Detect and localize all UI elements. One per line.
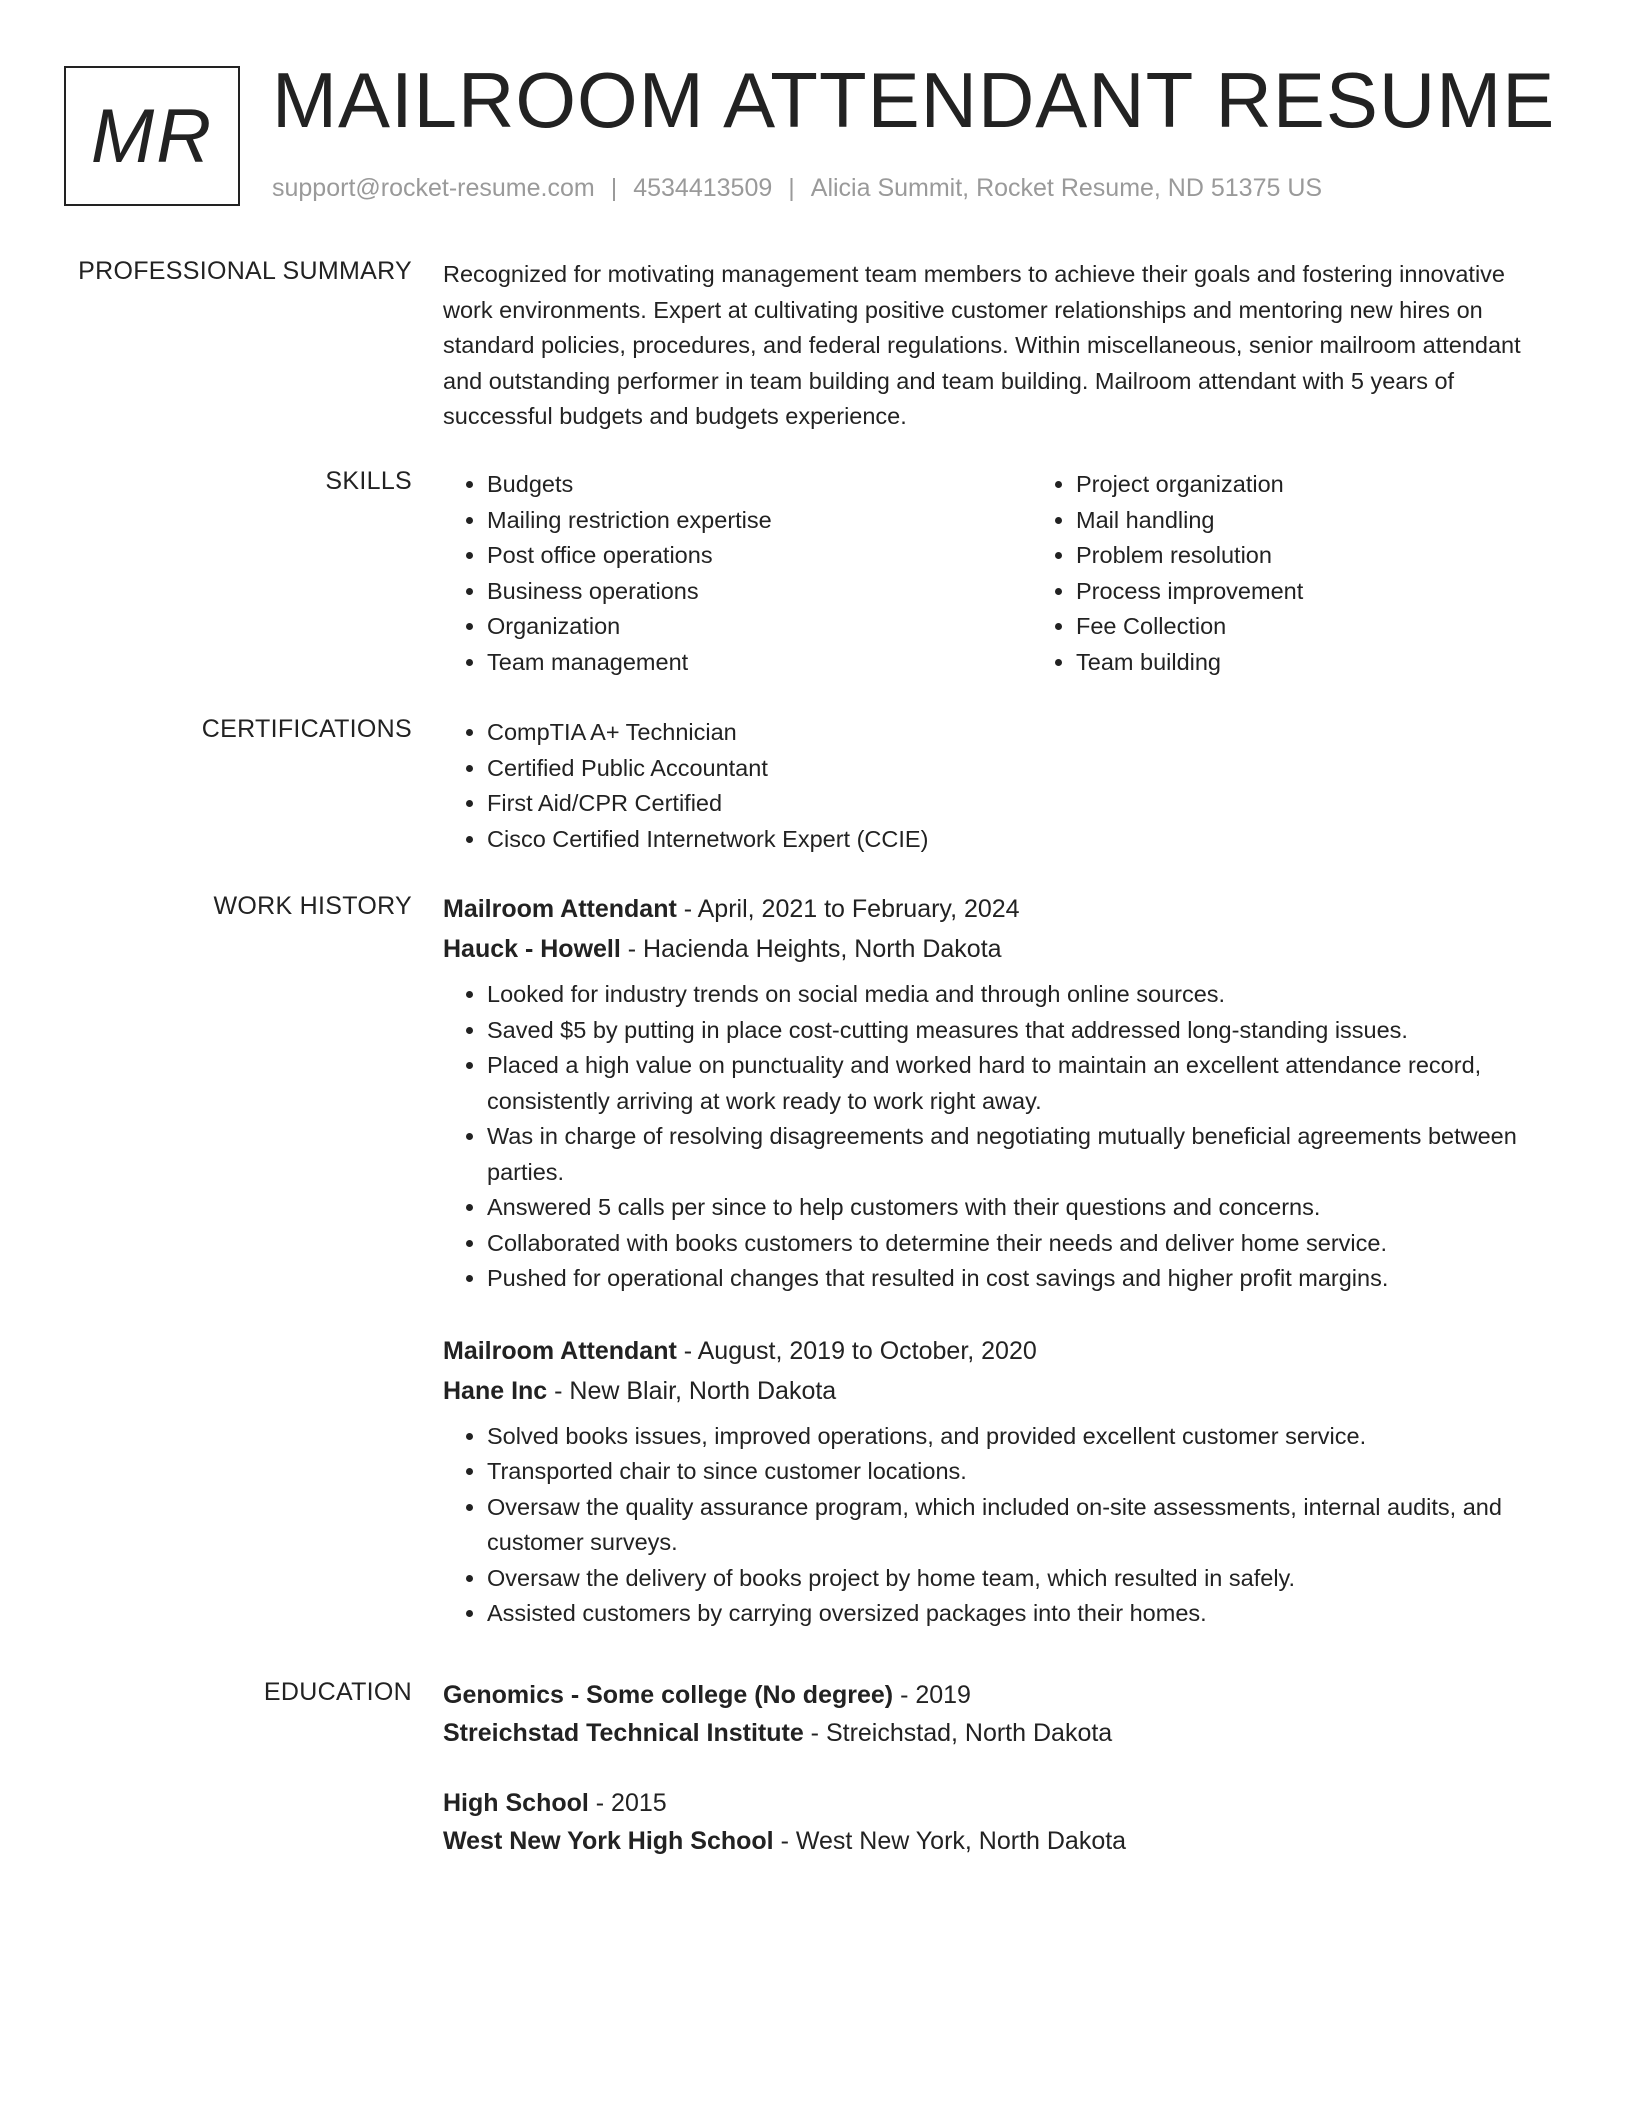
skills-list-left xyxy=(443,467,1032,680)
job-title-line xyxy=(443,1331,1553,1371)
education-entry xyxy=(443,1676,1553,1752)
education-school: West New York High School xyxy=(443,1827,774,1855)
resume-title: MAILROOM ATTENDANT RESUME xyxy=(272,56,1556,144)
section-label-work-history: WORK HISTORY xyxy=(213,892,412,920)
section-label-summary: PROFESSIONAL SUMMARY xyxy=(78,257,412,285)
certifications-list xyxy=(443,715,1553,857)
summary-body xyxy=(443,257,1553,435)
education-degree-line xyxy=(443,1676,1553,1714)
job-bullets xyxy=(443,1419,1553,1632)
education-year: - 2015 xyxy=(588,1789,667,1817)
skills-list-right xyxy=(1032,467,1621,680)
job-company: Hauck - Howell xyxy=(443,935,621,963)
section-label-skills: SKILLS xyxy=(325,467,412,495)
contact-separator: | xyxy=(610,174,618,202)
job-location: - Hacienda Heights, North Dakota xyxy=(620,935,1002,963)
section-label-education: EDUCATION xyxy=(263,1678,412,1706)
education-entry xyxy=(443,1784,1553,1860)
job-bullet: • Answered 5 calls per since to help customers with their questions and concerns. xyxy=(487,1190,1553,1226)
skill-item: • Process improvement xyxy=(1076,574,1621,610)
education-degree: High School xyxy=(443,1789,589,1817)
education-location: - West New York, North Dakota xyxy=(773,1827,1127,1855)
job-bullets xyxy=(443,977,1553,1297)
job-title-line xyxy=(443,889,1553,929)
job-bullet: • Collaborated with books customers to determine their needs and deliver home service. xyxy=(487,1226,1553,1262)
job-bullet: • Pushed for operational changes that resulted in cost savings and higher profit margins. xyxy=(487,1261,1553,1297)
skill-item: • Organization xyxy=(487,609,1032,645)
education-school-line xyxy=(443,1822,1553,1860)
education-degree: Genomics - Some college (No degree) xyxy=(443,1681,894,1709)
education-year: - 2019 xyxy=(893,1681,971,1709)
job-bullet: • Saved $5 by putting in place cost-cutting measures that addressed long-standing issues. xyxy=(487,1013,1553,1049)
certifications-body xyxy=(443,715,1553,857)
contact-address: Alicia Summit, Rocket Resume, ND 51375 US xyxy=(810,174,1323,202)
skill-item: • Post office operations xyxy=(487,538,1032,574)
skill-item: • Mailing restriction expertise xyxy=(487,503,1032,539)
skill-item: • Team management xyxy=(487,645,1032,681)
education-degree-line xyxy=(443,1784,1553,1822)
summary-text: Recognized for motivating management team members to achieve their goals and fostering innovative work environments. Expert at cultivating positive customer relationships and mentoring new hires on standard policies, procedures, and federal regulations. Within miscellaneous, senior mailroom attendant and outstanding performer in team building and team building. Mailroom attendant with 5 years of successful budgets and budgets experience. xyxy=(443,261,1521,429)
job-bullet: • Placed a high value on punctuality and worked hard to maintain an excellent attendance record, consistently arriving at work ready to work right away. xyxy=(487,1048,1553,1119)
work-history-body xyxy=(443,889,1553,1654)
education-school: Streichstad Technical Institute xyxy=(443,1719,804,1747)
contact-line xyxy=(272,174,1322,203)
job-entry xyxy=(443,1331,1553,1632)
job-entry xyxy=(443,889,1553,1297)
certification-item: • CompTIA A+ Technician xyxy=(487,715,1553,751)
job-company-line xyxy=(443,1371,1553,1411)
certification-item: • First Aid/CPR Certified xyxy=(487,786,1553,822)
skill-item: • Fee Collection xyxy=(1076,609,1621,645)
skill-item: • Business operations xyxy=(487,574,1032,610)
contact-phone[interactable]: 4534413509 xyxy=(633,174,773,202)
job-location: - New Blair, North Dakota xyxy=(547,1376,837,1405)
skill-item: • Budgets xyxy=(487,467,1032,503)
job-bullet: • Transported chair to since customer locations. xyxy=(487,1454,1553,1490)
job-bullet: • Oversaw the quality assurance program, which included on-site assessments, internal audits, and customer surveys. xyxy=(487,1490,1553,1561)
job-title: Mailroom Attendant xyxy=(443,1336,677,1365)
job-dates: - August, 2019 to October, 2020 xyxy=(676,1336,1037,1365)
job-company-line xyxy=(443,929,1553,969)
monogram-logo: MR xyxy=(64,66,240,206)
job-bullet: • Was in charge of resolving disagreements and negotiating mutually beneficial agreements between parties. xyxy=(487,1119,1553,1190)
job-company: Hane Inc xyxy=(443,1376,548,1405)
job-bullet: • Assisted customers by carrying oversized packages into their homes. xyxy=(487,1596,1553,1632)
contact-email[interactable]: support@rocket-resume.com xyxy=(272,174,595,202)
skill-item: • Problem resolution xyxy=(1076,538,1621,574)
skill-item: • Team building xyxy=(1076,645,1621,681)
skills-body xyxy=(443,467,1553,680)
education-body xyxy=(443,1676,1553,1892)
certification-item: • Certified Public Accountant xyxy=(487,751,1553,787)
certification-item: • Cisco Certified Internetwork Expert (CCIE) xyxy=(487,822,1553,858)
job-bullet: • Solved books issues, improved operations, and provided excellent customer service. xyxy=(487,1419,1553,1455)
job-bullet: • Oversaw the delivery of books project by home team, which resulted in safely. xyxy=(487,1561,1553,1597)
section-label-certifications: CERTIFICATIONS xyxy=(201,715,412,743)
job-title: Mailroom Attendant xyxy=(443,895,677,923)
education-school-line xyxy=(443,1714,1553,1752)
education-location: - Streichstad, North Dakota xyxy=(803,1719,1113,1747)
job-dates: - April, 2021 to February, 2024 xyxy=(676,895,1020,923)
skill-item: • Mail handling xyxy=(1076,503,1621,539)
job-bullet: • Looked for industry trends on social media and through online sources. xyxy=(487,977,1553,1013)
contact-separator: | xyxy=(788,174,795,202)
skill-item: • Project organization xyxy=(1076,467,1621,503)
